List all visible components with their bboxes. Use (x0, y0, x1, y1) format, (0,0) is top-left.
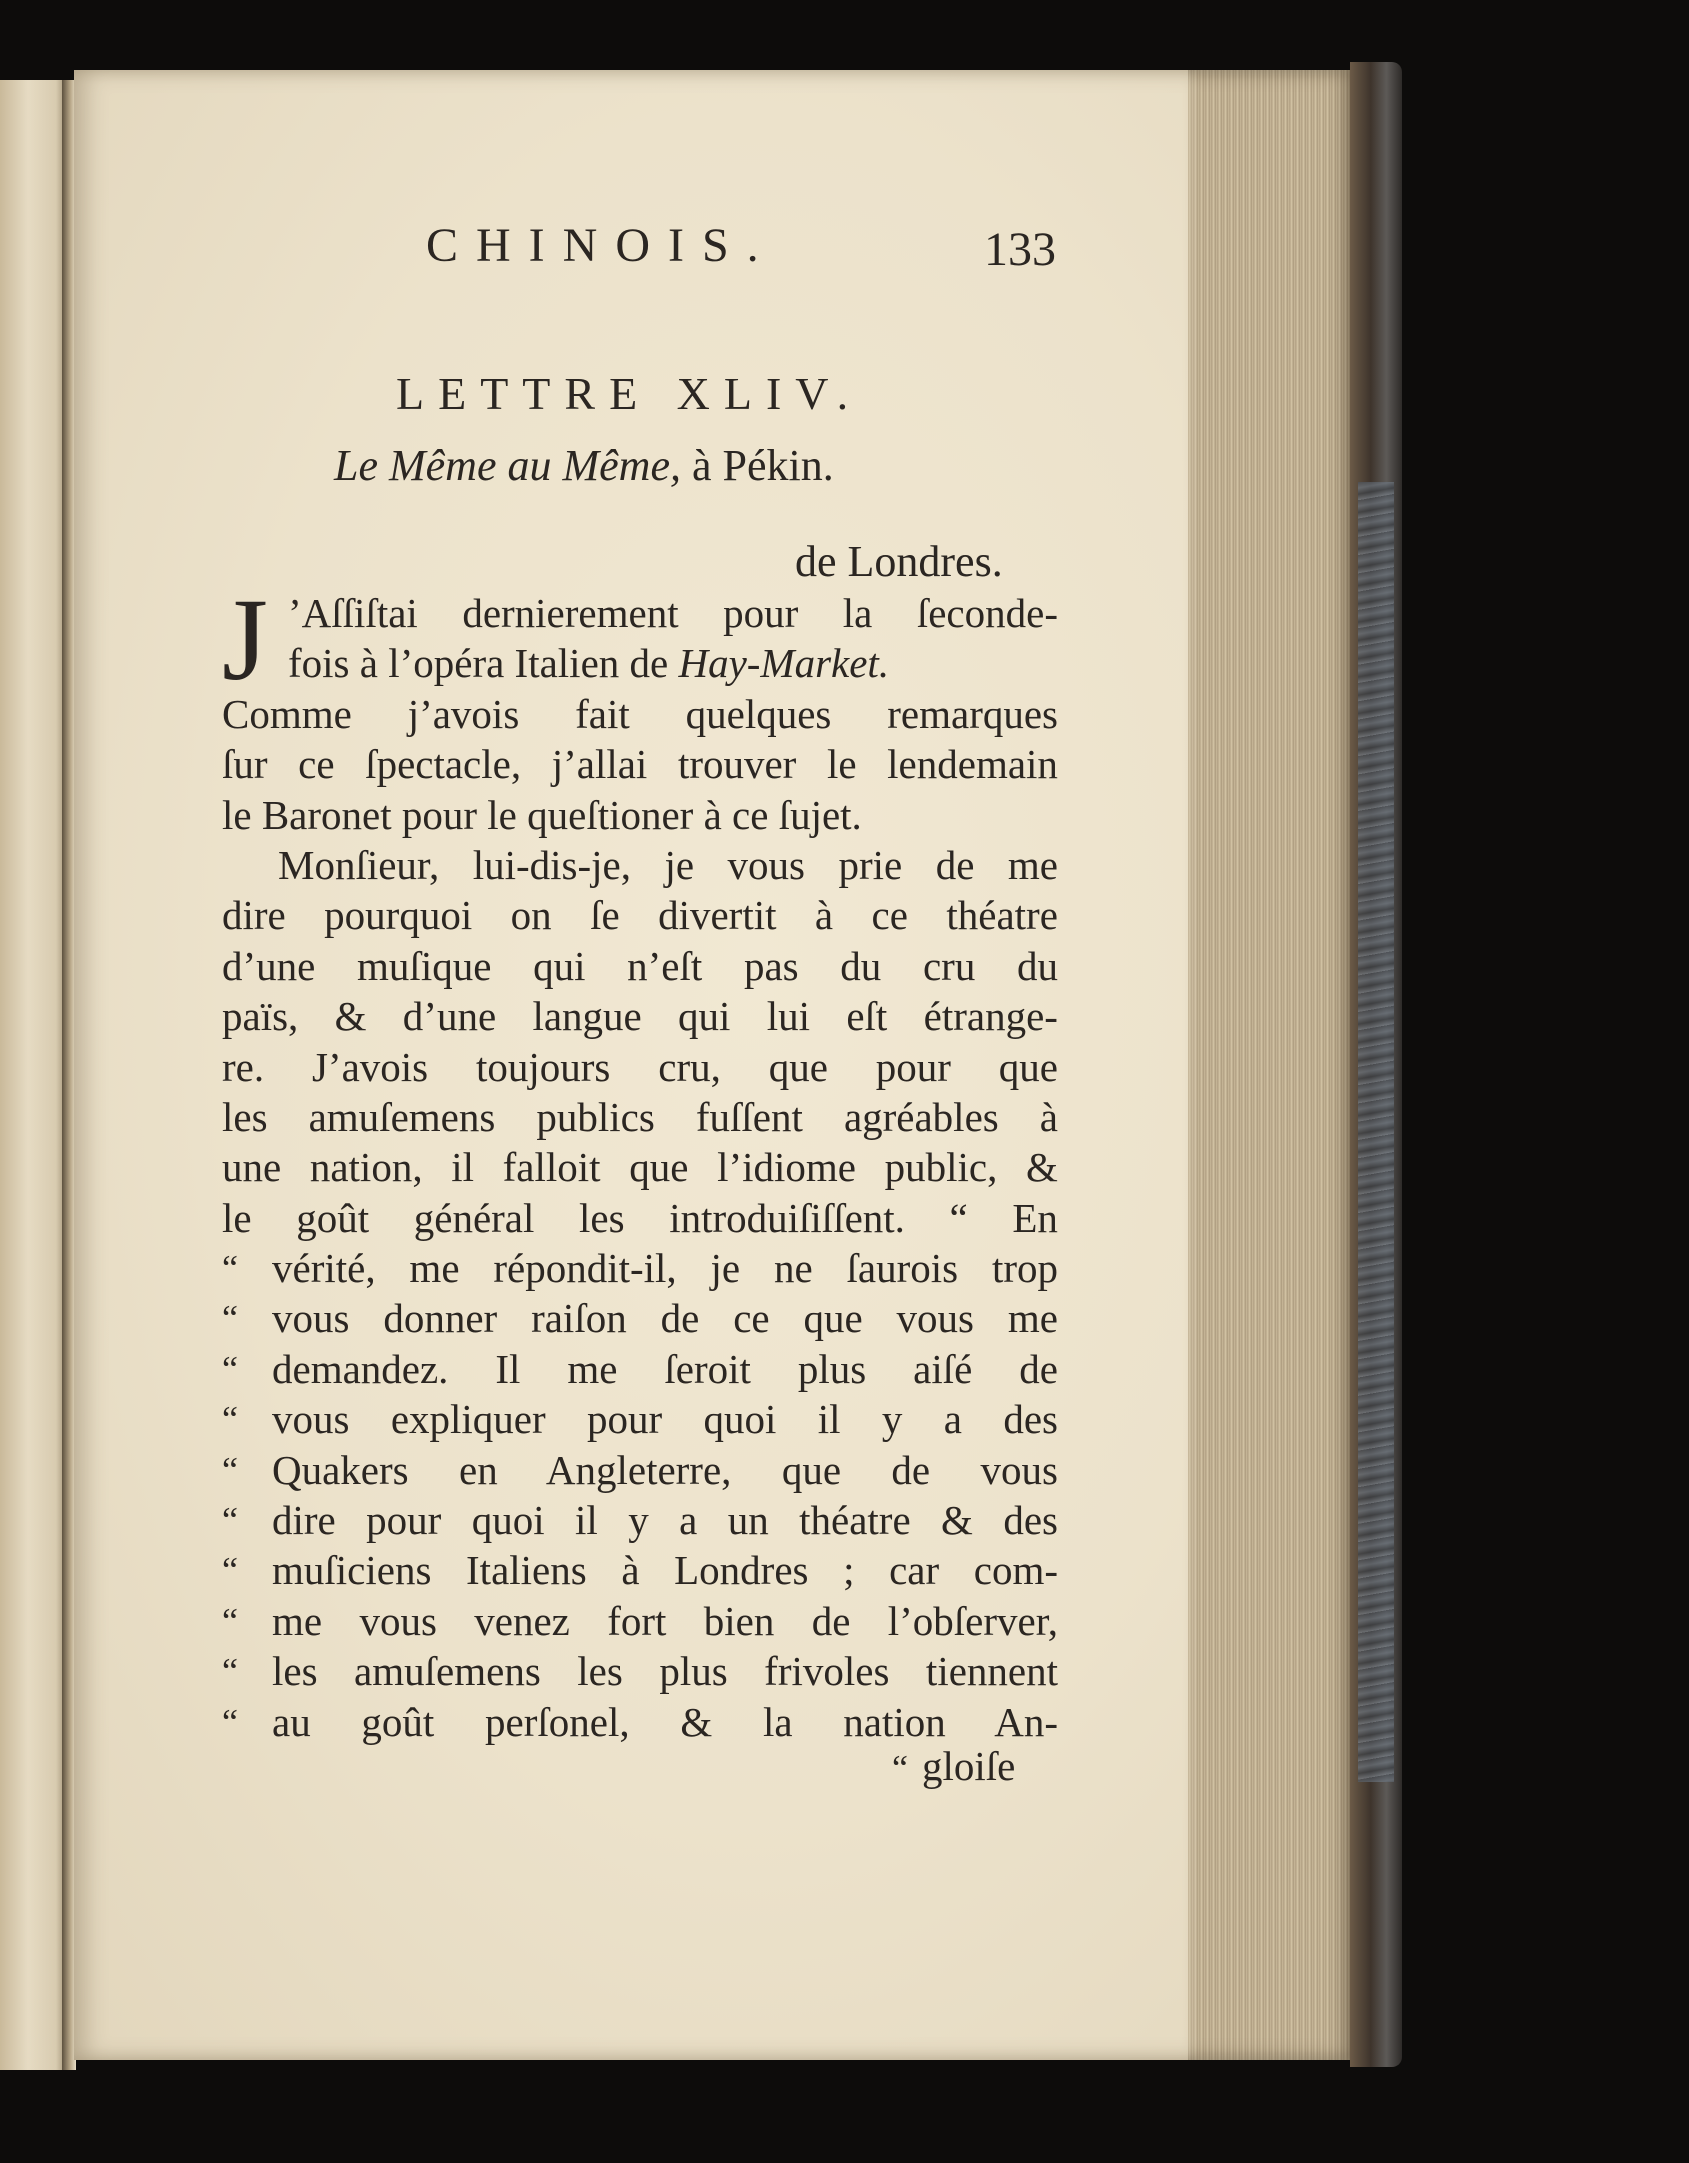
book-cover-edge (1350, 62, 1402, 2067)
quoted-line (222, 1495, 1058, 1545)
word: langue (532, 993, 642, 1040)
word: étrange- (923, 993, 1058, 1040)
word: païs, (222, 993, 299, 1040)
letter-title: LETTRE XLIV. (396, 368, 863, 419)
quoted-line (222, 1697, 1058, 1747)
quoted-line (222, 1646, 1058, 1696)
word: ce (871, 892, 908, 939)
quoted-line (222, 1394, 1058, 1444)
word: eſt (846, 993, 888, 1040)
word: agréables (843, 1093, 999, 1140)
word: muſique (357, 942, 492, 989)
word: j’avois (407, 690, 520, 737)
text-line (222, 588, 1058, 638)
quoted-text: vérité, me répondit-il, je ne ſaurois trop (272, 1245, 1058, 1292)
word: ’Aſſiſtai (288, 590, 418, 636)
quoted-text: demandez. Il me ſeroit plus aiſé de (272, 1345, 1058, 1392)
word: falloit (502, 1144, 601, 1191)
word: re. (222, 1043, 265, 1090)
word: nation, (309, 1144, 423, 1191)
subtitle-italic: Le Même au Même, (334, 441, 681, 490)
word: Monſieur, (278, 841, 440, 888)
word: ſpectacle, (365, 741, 522, 788)
word: la (842, 590, 873, 636)
text-line (222, 739, 1058, 789)
word: l’idiome (717, 1144, 856, 1191)
word: & (1026, 1144, 1058, 1191)
page-block-edge (1188, 70, 1356, 2060)
word: dernierement (462, 590, 679, 636)
word: & (334, 993, 367, 1040)
catchword (892, 1742, 1015, 1790)
word: général (413, 1194, 535, 1241)
quoted-text: les amuſemens les plus frivoles tiennent (272, 1648, 1058, 1695)
quote-mark: “ (222, 1550, 238, 1591)
body-text (222, 574, 1058, 1747)
italic-place-name: Hay-Market. (678, 640, 890, 687)
quoted-line (222, 1545, 1058, 1595)
word: il (451, 1144, 475, 1191)
word: du (1017, 942, 1058, 989)
quote-mark: “ (222, 1298, 238, 1339)
word: à (814, 892, 834, 939)
word: d’une (222, 942, 316, 989)
word: que (629, 1144, 689, 1191)
subtitle-place: à Pékin. (680, 441, 834, 490)
word: n’eſt (627, 942, 703, 989)
quoted-text: dire pour quoi il y a un théatre & des (272, 1497, 1058, 1544)
letter-subtitle (334, 440, 834, 491)
word: lendemain (887, 741, 1058, 788)
word: lui-dis-je, (472, 841, 631, 888)
quoted-text: vous donner raiſon de ce que vous me (272, 1295, 1058, 1342)
quote-mark: “ (222, 1651, 238, 1692)
quote-mark: “ (222, 1449, 238, 1490)
quoted-line (222, 1445, 1058, 1495)
word: pour (875, 1043, 951, 1090)
text-line (222, 1092, 1058, 1142)
word: à (1039, 1093, 1058, 1140)
text-line (222, 638, 1058, 688)
word: trouver (677, 741, 797, 788)
word: quelques (685, 690, 832, 737)
word: “ (949, 1194, 968, 1241)
word: je (664, 841, 695, 888)
drop-capital: J (222, 574, 268, 705)
word: j’allai (551, 741, 648, 788)
word: qui (678, 993, 731, 1040)
word: le (826, 741, 857, 788)
quoted-text: me vous venez fort bien de l’obſerver, (272, 1597, 1058, 1644)
text-line (222, 1142, 1058, 1192)
quoted-line (222, 1293, 1058, 1343)
text-line (222, 840, 1058, 890)
word: divertit (658, 892, 777, 939)
text-line (222, 941, 1058, 991)
word: vous (727, 841, 805, 888)
quote-mark: “ (222, 1248, 238, 1289)
catchword-text: gloiſe (921, 1743, 1016, 1789)
word: dire (222, 892, 286, 939)
word: qui (533, 942, 586, 989)
word: cru, (658, 1043, 721, 1090)
word: les (222, 1093, 268, 1140)
quote-mark: “ (222, 1500, 238, 1541)
quoted-line (222, 1596, 1058, 1646)
text-line: le Baronet pour le queſtioner à ce ſujet. (222, 791, 862, 838)
word: me (1007, 841, 1058, 888)
text-line (222, 1193, 1058, 1243)
quoted-text: Quakers en Angleterre, que de vous (272, 1446, 1058, 1493)
quote-mark: “ (222, 1399, 238, 1440)
quote-mark: “ (222, 1701, 238, 1742)
word: ce (298, 741, 335, 788)
word: une (222, 1144, 282, 1191)
text-line (222, 890, 1058, 940)
quoted-text: au goût perſonel, & la nation An- (272, 1698, 1058, 1745)
quote-mark: “ (892, 1748, 908, 1788)
quoted-text: vous expliquer pour quoi il y a des (272, 1396, 1058, 1443)
word: pour (723, 590, 799, 636)
word: Comme (222, 690, 352, 737)
word: les (579, 1194, 625, 1241)
quoted-line (222, 1344, 1058, 1394)
word: public, (884, 1144, 998, 1191)
word: remarques (887, 690, 1058, 737)
word: que (768, 1043, 828, 1090)
text-line (222, 991, 1058, 1041)
quote-mark: “ (222, 1600, 238, 1641)
word: amuſemens (308, 1093, 496, 1140)
page-number: 133 (984, 223, 1056, 276)
word: du (840, 942, 882, 989)
word: pourquoi (324, 892, 473, 939)
facing-page-edge (0, 80, 70, 2070)
word: théatre (946, 892, 1058, 939)
text-line (222, 1042, 1058, 1092)
quoted-text: muſiciens Italiens à Londres ; car com- (272, 1547, 1058, 1594)
running-head: CHINOIS. (426, 219, 777, 272)
word: ſur (222, 741, 268, 788)
word: fuſſent (695, 1093, 803, 1140)
word: En (1012, 1194, 1058, 1241)
text-line (222, 689, 1058, 739)
word: introduiſiſſent. (669, 1194, 905, 1241)
word: pas (743, 942, 799, 989)
word: publics (536, 1093, 655, 1140)
word: ſeconde- (916, 590, 1058, 636)
word: d’une (402, 993, 497, 1040)
word: lui (766, 993, 811, 1040)
quoted-line (222, 1243, 1058, 1293)
text-line-start: fois à l’opéra Italien de (288, 640, 669, 687)
word: on (510, 892, 552, 939)
word: J’avois (311, 1043, 429, 1090)
word: goût (296, 1194, 370, 1241)
word: que (998, 1043, 1058, 1090)
word: prie (838, 841, 903, 888)
word: cru (922, 942, 976, 989)
quote-mark: “ (222, 1348, 238, 1389)
word: le (222, 1194, 252, 1241)
word: ſe (590, 892, 620, 939)
word: fait (575, 690, 630, 737)
dateline: de Londres. (795, 537, 1003, 586)
word: toujours (475, 1043, 611, 1090)
word: de (935, 841, 975, 888)
